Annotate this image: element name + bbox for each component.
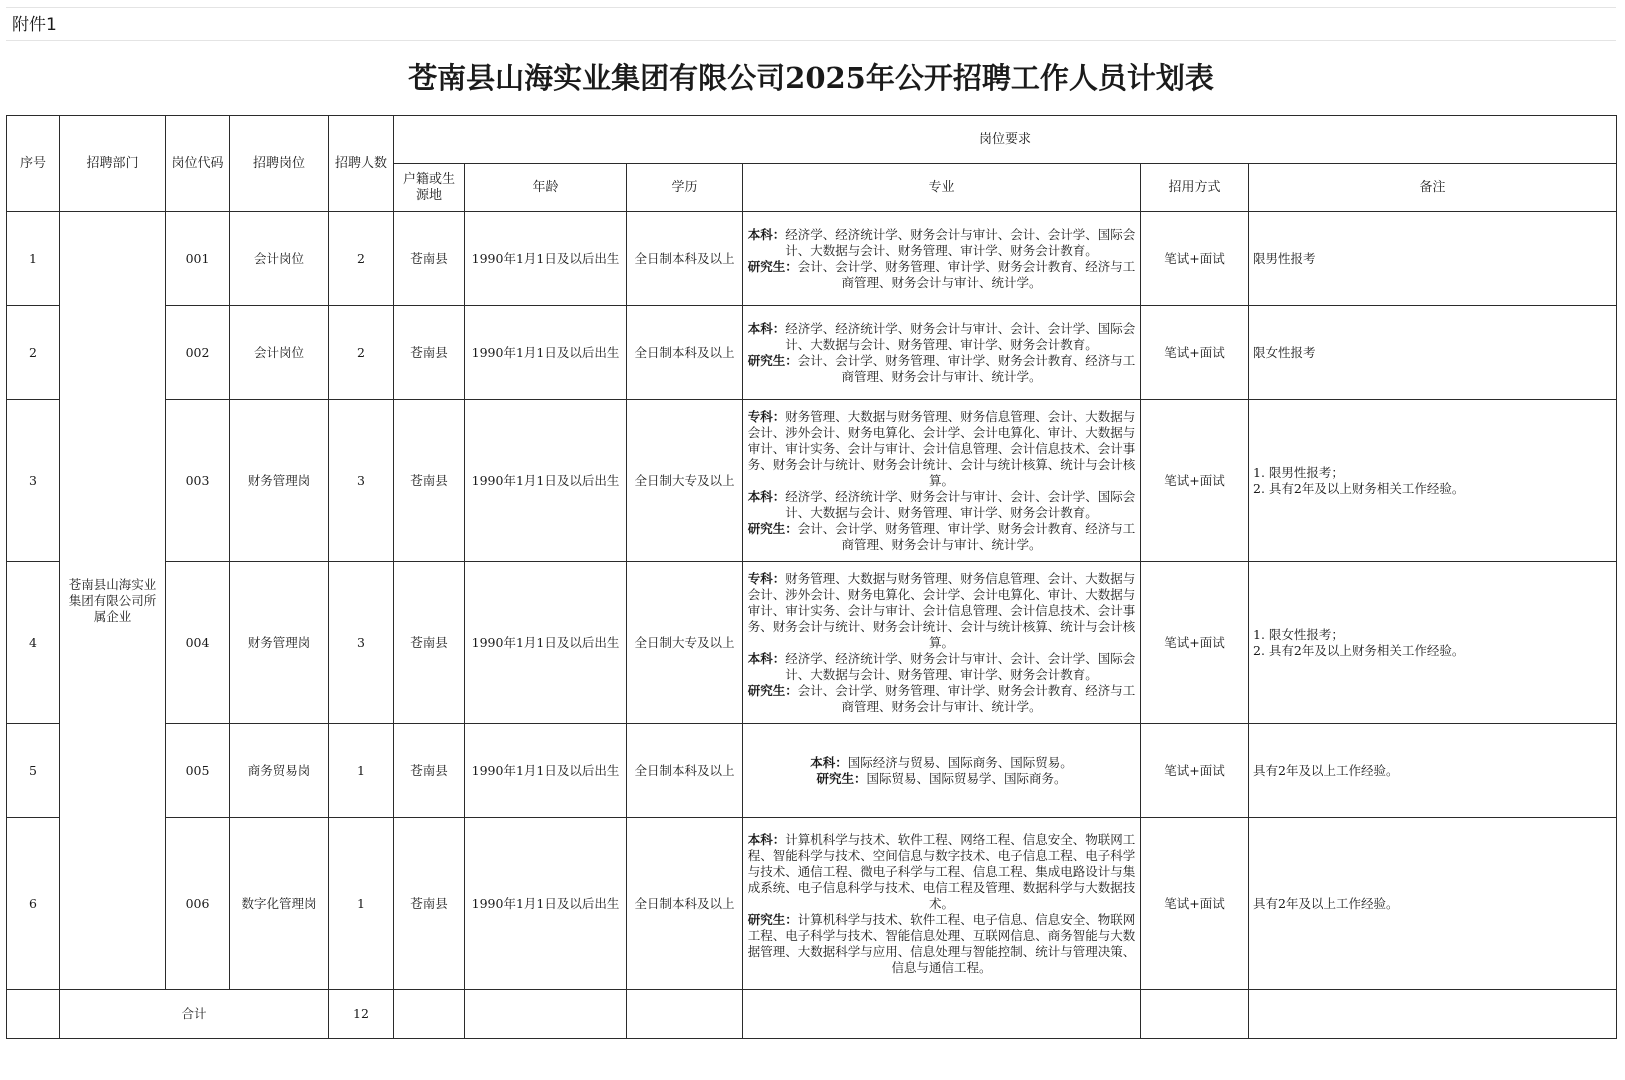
row-seq: 5 [7, 724, 60, 818]
header-method: 招用方式 [1141, 164, 1249, 212]
major-level-label: 研究生： [747, 520, 798, 536]
major-paragraph [746, 755, 1137, 771]
major-level-label: 本科： [747, 320, 786, 336]
row-age: 1990年1月1日及以后出生 [465, 212, 627, 306]
remark-line: 1. 限女性报考； [1253, 626, 1344, 642]
major-paragraph [746, 683, 1137, 715]
row-remarks [1249, 306, 1617, 400]
remark-line: 具有2年及以上工作经验。 [1253, 762, 1399, 778]
row-age: 1990年1月1日及以后出生 [465, 724, 627, 818]
major-level-label: 本科： [747, 831, 786, 847]
table-row [7, 212, 1617, 306]
header-row-top [7, 116, 1617, 164]
row-education: 全日制本科及以上 [627, 724, 743, 818]
header-position: 招聘岗位 [230, 116, 329, 212]
major-list-text: 经济学、经济统计学、财务会计与审计、会计、会计学、国际会计、大数据与会计、财务管理、审计学、财务会计教育。 [785, 320, 1136, 352]
total-count: 12 [329, 990, 394, 1039]
row-origin: 苍南县 [394, 562, 465, 724]
major-list-text: 会计、会计学、财务管理、审计学、财务会计教育、经济与工商管理、财务会计与审计、统计学。 [797, 682, 1136, 714]
major-list-text: 国际贸易、国际贸易学、国际商务。 [866, 770, 1067, 786]
row-major [743, 724, 1141, 818]
row-seq: 4 [7, 562, 60, 724]
row-education: 全日制本科及以上 [627, 212, 743, 306]
major-paragraph [746, 259, 1137, 291]
row-remarks [1249, 818, 1617, 990]
row-origin: 苍南县 [394, 212, 465, 306]
row-count: 1 [329, 818, 394, 990]
row-seq: 6 [7, 818, 60, 990]
major-list-text: 经济学、经济统计学、财务会计与审计、会计、会计学、国际会计、大数据与会计、财务管理、审计学、财务会计教育。 [785, 226, 1136, 258]
major-list-text: 经济学、经济统计学、财务会计与审计、会计、会计学、国际会计、大数据与会计、财务管理、审计学、财务会计教育。 [785, 650, 1136, 682]
row-major [743, 818, 1141, 990]
table-row [7, 562, 1617, 724]
row-major [743, 562, 1141, 724]
row-remarks [1249, 562, 1617, 724]
row-origin: 苍南县 [394, 400, 465, 562]
row-code: 005 [166, 724, 230, 818]
major-level-label: 研究生： [816, 770, 867, 786]
row-code: 002 [166, 306, 230, 400]
row-position: 财务管理岗 [230, 562, 329, 724]
major-list-text: 经济学、经济统计学、财务会计与审计、会计、会计学、国际会计、大数据与会计、财务管理、审计学、财务会计教育。 [785, 488, 1136, 520]
row-age: 1990年1月1日及以后出生 [465, 562, 627, 724]
major-list-text: 会计、会计学、财务管理、审计学、财务会计教育、经济与工商管理、财务会计与审计、统计学。 [797, 258, 1136, 290]
header-seq: 序号 [7, 116, 60, 212]
major-list-text: 计算机科学与技术、软件工程、网络工程、信息安全、物联网工程、智能科学与技术、空间信息与数字技术、电子信息工程、电子科学与技术、通信工程、微电子科学与工程、信息工程、集成电路设计与集成系统、电子信息科学与技术、电信工程及管理、数据科学与大数据技术。 [747, 831, 1136, 911]
row-remarks [1249, 400, 1617, 562]
row-code: 001 [166, 212, 230, 306]
major-level-label: 研究生： [747, 682, 798, 698]
row-method: 笔试+面试 [1141, 562, 1249, 724]
recruitment-plan-table [6, 115, 1617, 1039]
header-dept: 招聘部门 [60, 116, 166, 212]
major-level-label: 专科： [747, 570, 786, 586]
attachment-label: 附件1 [6, 7, 1616, 41]
row-age: 1990年1月1日及以后出生 [465, 400, 627, 562]
row-education: 全日制本科及以上 [627, 306, 743, 400]
major-level-label: 本科： [747, 226, 786, 242]
major-level-label: 本科： [810, 754, 848, 770]
total-empty [627, 990, 743, 1039]
total-seq-empty [7, 990, 60, 1039]
header-code: 岗位代码 [166, 116, 230, 212]
row-count: 2 [329, 306, 394, 400]
major-paragraph [746, 832, 1137, 912]
remark-line: 2. 具有2年及以上财务相关工作经验。 [1253, 480, 1465, 496]
row-count: 3 [329, 562, 394, 724]
row-origin: 苍南县 [394, 306, 465, 400]
total-empty [465, 990, 627, 1039]
row-code: 004 [166, 562, 230, 724]
major-paragraph [746, 489, 1137, 521]
row-position: 商务贸易岗 [230, 724, 329, 818]
row-method: 笔试+面试 [1141, 724, 1249, 818]
major-level-label: 研究生： [747, 911, 798, 927]
department-cell: 苍南县山海实业集团有限公司所属企业 [60, 212, 166, 990]
row-position: 会计岗位 [230, 306, 329, 400]
total-empty [394, 990, 465, 1039]
header-education: 学历 [627, 164, 743, 212]
row-position: 会计岗位 [230, 212, 329, 306]
page-title: 苍南县山海实业集团有限公司2025年公开招聘工作人员计划表 [408, 61, 1214, 95]
major-paragraph [746, 521, 1137, 553]
row-code: 006 [166, 818, 230, 990]
row-education: 全日制大专及以上 [627, 400, 743, 562]
major-list-text: 财务管理、大数据与财务管理、财务信息管理、会计、大数据与会计、涉外会计、财务电算化、会计学、会计电算化、审计、大数据与审计、审计实务、会计与审计、会计信息管理、会计信息技术、会计事务、财务会计与统计、财务会计统计、会计与统计核算、统计与会计核算。 [747, 570, 1136, 650]
row-method: 笔试+面试 [1141, 306, 1249, 400]
major-list-text: 计算机科学与技术、软件工程、电子信息、信息安全、物联网工程、电子科学与技术、智能信息处理、互联网信息、商务智能与大数据管理、大数据科学与应用、信息处理与智能控制、统计与管理决策、信息与通信工程。 [747, 911, 1136, 975]
header-requirements: 岗位要求 [394, 116, 1617, 164]
major-paragraph [746, 321, 1137, 353]
remark-line: 1. 限男性报考； [1253, 464, 1344, 480]
row-seq: 2 [7, 306, 60, 400]
row-major [743, 212, 1141, 306]
header-major: 专业 [743, 164, 1141, 212]
major-level-label: 专科： [747, 408, 786, 424]
remark-line: 限女性报考 [1253, 344, 1316, 360]
remark-line: 2. 具有2年及以上财务相关工作经验。 [1253, 642, 1465, 658]
row-origin: 苍南县 [394, 724, 465, 818]
major-level-label: 研究生： [747, 352, 798, 368]
table-row [7, 400, 1617, 562]
total-label: 合计 [60, 990, 329, 1039]
remark-line: 限男性报考 [1253, 250, 1316, 266]
major-level-label: 本科： [747, 488, 786, 504]
total-empty [1141, 990, 1249, 1039]
major-list-text: 会计、会计学、财务管理、审计学、财务会计教育、经济与工商管理、财务会计与审计、统计学。 [797, 352, 1136, 384]
total-row [7, 990, 1617, 1039]
row-education: 全日制大专及以上 [627, 562, 743, 724]
row-position: 财务管理岗 [230, 400, 329, 562]
row-age: 1990年1月1日及以后出生 [465, 306, 627, 400]
major-level-label: 本科： [747, 650, 786, 666]
remark-line: 具有2年及以上工作经验。 [1253, 895, 1399, 911]
major-paragraph [746, 771, 1137, 787]
row-method: 笔试+面试 [1141, 818, 1249, 990]
major-paragraph [746, 409, 1137, 489]
major-paragraph [746, 651, 1137, 683]
total-empty [743, 990, 1141, 1039]
table-row [7, 818, 1617, 990]
major-paragraph [746, 353, 1137, 385]
major-list-text: 国际经济与贸易、国际商务、国际贸易。 [847, 754, 1073, 770]
row-code: 003 [166, 400, 230, 562]
major-paragraph [746, 227, 1137, 259]
major-list-text: 会计、会计学、财务管理、审计学、财务会计教育、经济与工商管理、财务会计与审计、统计学。 [797, 520, 1136, 552]
recruitment-sheet [6, 7, 1616, 1039]
major-level-label: 研究生： [747, 258, 798, 274]
major-paragraph [746, 912, 1137, 976]
header-origin: 户籍或生源地 [394, 164, 465, 212]
row-count: 1 [329, 724, 394, 818]
row-position: 数字化管理岗 [230, 818, 329, 990]
header-remarks: 备注 [1249, 164, 1617, 212]
total-empty [1249, 990, 1617, 1039]
table-row [7, 724, 1617, 818]
row-remarks [1249, 212, 1617, 306]
row-remarks [1249, 724, 1617, 818]
row-major [743, 400, 1141, 562]
row-method: 笔试+面试 [1141, 212, 1249, 306]
row-age: 1990年1月1日及以后出生 [465, 818, 627, 990]
row-education: 全日制本科及以上 [627, 818, 743, 990]
row-origin: 苍南县 [394, 818, 465, 990]
row-method: 笔试+面试 [1141, 400, 1249, 562]
row-seq: 3 [7, 400, 60, 562]
row-count: 2 [329, 212, 394, 306]
row-count: 3 [329, 400, 394, 562]
row-major [743, 306, 1141, 400]
row-seq: 1 [7, 212, 60, 306]
header-age: 年龄 [465, 164, 627, 212]
table-row [7, 306, 1617, 400]
major-list-text: 财务管理、大数据与财务管理、财务信息管理、会计、大数据与会计、涉外会计、财务电算化、会计学、会计电算化、审计、大数据与审计、审计实务、会计与审计、会计信息管理、会计信息技术、会计事务、财务会计与统计、财务会计统计、会计与统计核算、统计与会计核算。 [747, 408, 1136, 488]
header-count: 招聘人数 [329, 116, 394, 212]
major-paragraph [746, 571, 1137, 651]
